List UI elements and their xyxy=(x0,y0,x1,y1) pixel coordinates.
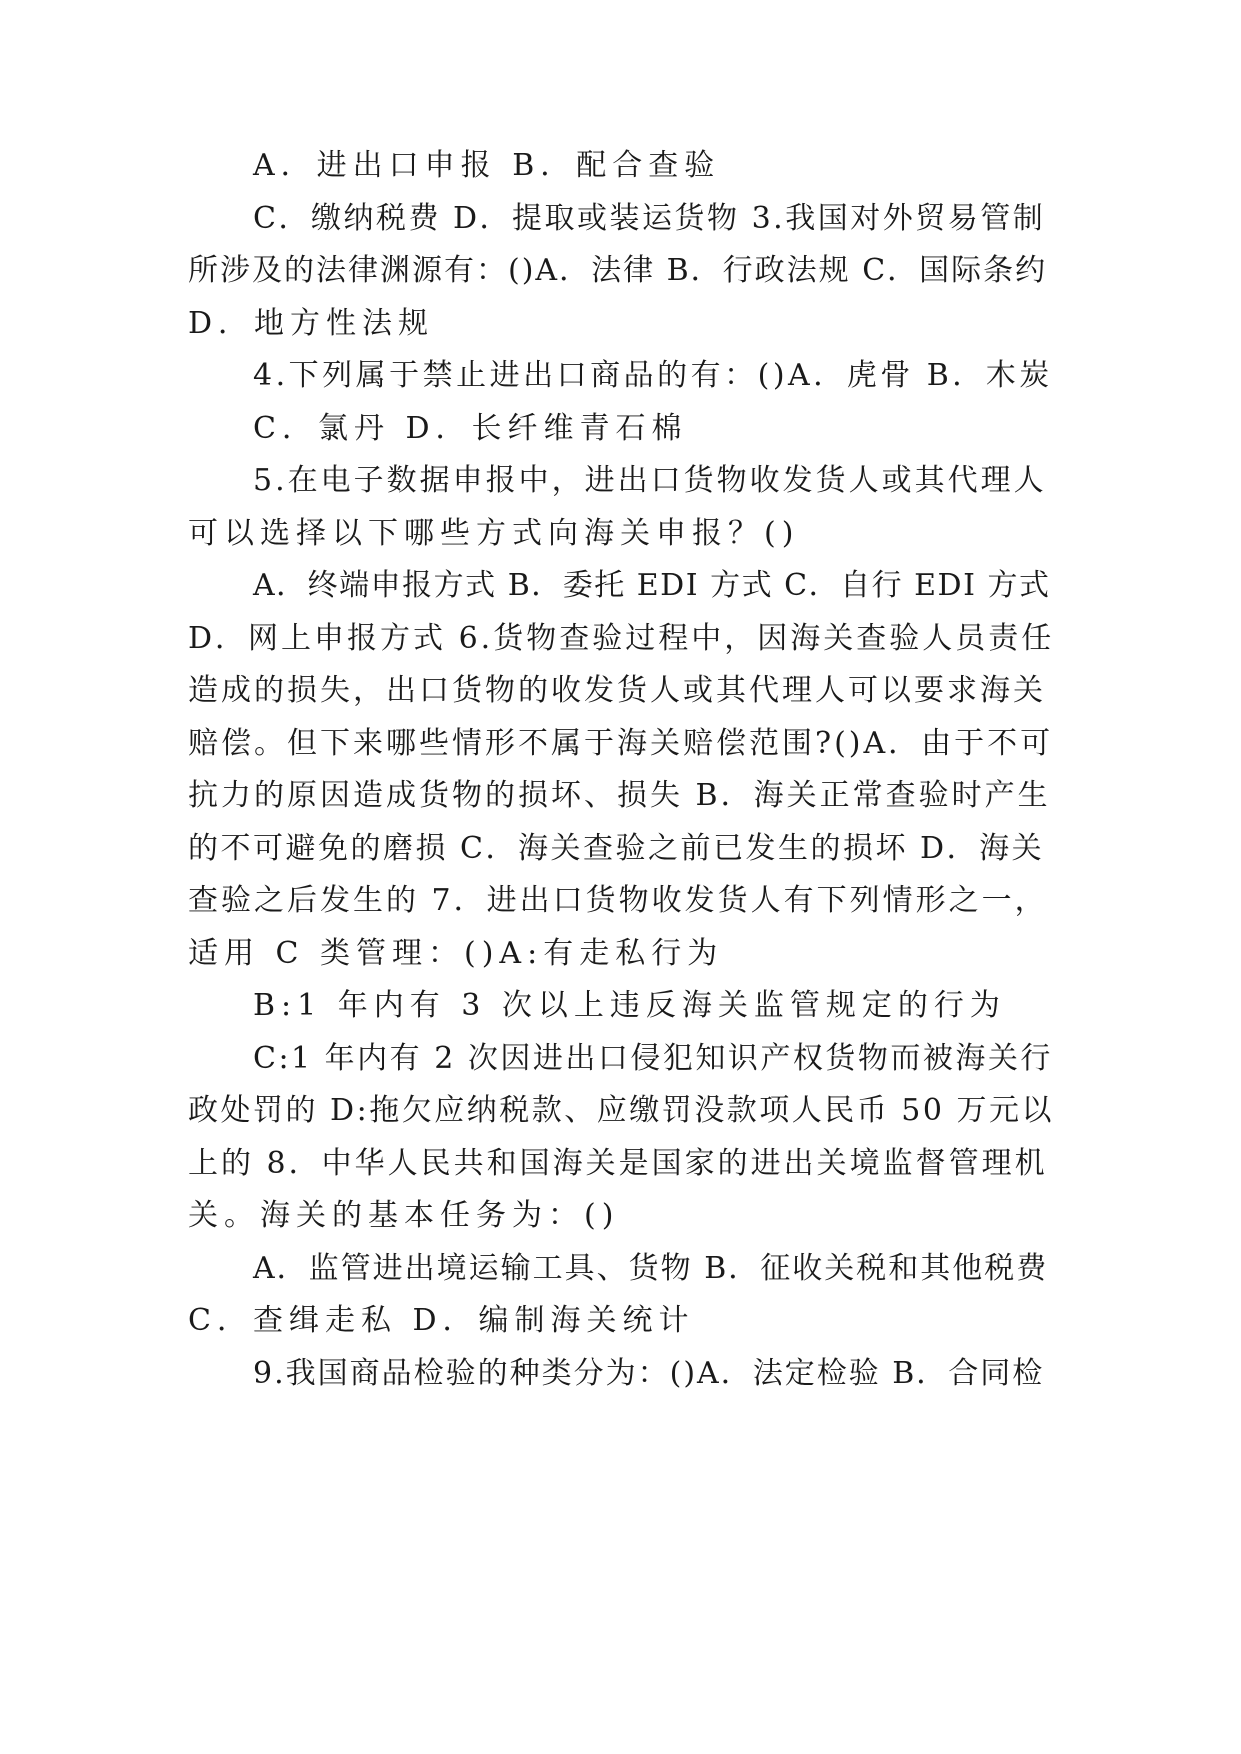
text-line: 赔偿。但下来哪些情形不属于海关赔偿范围?()A．由于不可 xyxy=(188,726,1054,761)
text-line: 关。海关的基本任务为：() xyxy=(188,1198,620,1233)
text-line: 政处罚的 D:拖欠应纳税款、应缴罚没款项人民币 50 万元以 xyxy=(188,1093,1054,1128)
text-line: A．监管进出境运输工具、货物 B．征收关税和其他税费 xyxy=(253,1251,1049,1286)
text-line: A．终端申报方式 B．委托 EDI 方式 C．自行 EDI 方式 xyxy=(253,568,1051,603)
text-line: 查验之后发生的 7．进出口货物收发货人有下列情形之一， xyxy=(188,883,1048,918)
text-line: C．缴纳税费 D．提取或装运货物 3.我国对外贸易管制 xyxy=(253,201,1046,236)
text-line: 可以选择以下哪些方式向海关申报？() xyxy=(188,516,800,551)
text-line: 适用 C 类管理：()A:有走私行为 xyxy=(188,936,724,971)
text-line: 4.下列属于禁止进出口商品的有：()A．虎骨 B．木炭 xyxy=(253,358,1053,393)
text-line: D．地方性法规 xyxy=(188,306,435,341)
text-line: 抗力的原因造成货物的损坏、损失 B．海关正常查验时产生 xyxy=(188,778,1051,813)
text-line: 所涉及的法律渊源有：()A．法律 B．行政法规 C．国际条约 xyxy=(188,253,1048,288)
text-line: 5.在电子数据申报中，进出口货物收发货人或其代理人 xyxy=(253,463,1047,498)
text-line: B:1 年内有 3 次以上违反海关监管规定的行为 xyxy=(253,988,1006,1023)
text-line: 9.我国商品检验的种类分为：()A．法定检验 B．合同检 xyxy=(253,1356,1045,1391)
text-line: D．网上申报方式 6.货物查验过程中，因海关查验人员责任 xyxy=(188,621,1055,656)
text-line: 造成的损失，出口货物的收发货人或其代理人可以要求海关 xyxy=(188,673,1046,708)
text-line: C．查缉走私 D．编制海关统计 xyxy=(188,1303,695,1338)
text-line: C:1 年内有 2 次因进出口侵犯知识产权货物而被海关行 xyxy=(253,1041,1053,1076)
text-line: 上的 8．中华人民共和国海关是国家的进出关境监督管理机 xyxy=(188,1146,1048,1181)
text-line: A．进出口申报 B．配合查验 xyxy=(253,148,721,183)
text-line: C．氯丹 D．长纤维青石棉 xyxy=(253,411,688,446)
text-line: 的不可避免的磨损 C．海关查验之前已发生的损坏 D．海关 xyxy=(188,831,1045,866)
